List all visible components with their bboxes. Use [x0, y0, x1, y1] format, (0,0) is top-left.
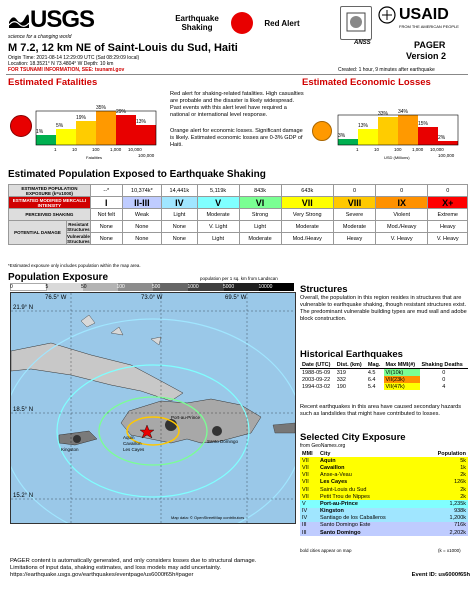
city-r2-pop: 1k	[460, 464, 466, 471]
loss-bar-1	[338, 139, 358, 145]
city-r4-name: Les Cayes	[320, 479, 348, 486]
loss-bin-2: 10	[374, 147, 380, 152]
damage-label: POTENTIAL DAMAGE	[9, 221, 67, 245]
tsunami-link[interactable]: FOR TSUNAMI INFORMATION, SEE: tsunami.gov	[8, 67, 125, 73]
vulnerable-cell-7: Heavy	[334, 233, 376, 245]
lat-label-1: 21.9° N	[13, 305, 34, 311]
loss-axis-label: USD (Millions)	[384, 155, 410, 160]
perceived-cell-9: Extreme	[428, 209, 468, 221]
legend-tick-1: 0	[10, 284, 13, 290]
legend-tick-3: 50	[81, 284, 87, 290]
vulnerable-cell-3: None	[162, 233, 198, 245]
mmi-cell-8: IX	[375, 197, 428, 209]
legend-tick-2: 5	[45, 284, 49, 290]
resistant-cell-5: Light	[239, 221, 281, 233]
hist-r3-date: 1994-03-02	[302, 383, 331, 390]
city-r9-name: Santiago de los Caballeros	[320, 515, 386, 522]
population-row	[9, 185, 468, 197]
hist-r3-dist: 190	[336, 383, 346, 390]
hist-r1-dist: 319	[336, 369, 346, 376]
hist-r2-dist: 332	[336, 376, 346, 383]
city-r1-name: Aquin	[320, 457, 336, 464]
fat-bin-6: 100,000	[138, 153, 155, 158]
alert-left-label: Earthquake Shaking	[175, 14, 219, 32]
hist-r1-deaths: 0	[442, 369, 446, 376]
historical-title: Historical Earthquakes	[300, 349, 403, 360]
mmi-cell-6: VII	[281, 197, 334, 209]
resistant-cell-8: Mod./Heavy	[375, 221, 428, 233]
loss-bar-5	[418, 127, 438, 145]
historical-row	[300, 376, 468, 383]
legend-tick-4: 100	[116, 284, 125, 290]
city-r2-name: Cavaillon	[320, 464, 345, 471]
created-text: Created: 1 hour, 9 minutes after earthquake	[338, 67, 435, 73]
fat-pct-2: 5%	[56, 123, 64, 129]
vulnerable-cell-4: Light	[197, 233, 239, 245]
origin-time: Origin Time: 2021-08-14 12:29:09 UTC (Sat 08:29:09 local)	[8, 55, 140, 61]
version-label: Version 2	[406, 51, 447, 61]
usgs-wordmark: USGS	[30, 6, 95, 33]
city-row	[300, 457, 468, 464]
perceived-cell-1: Not felt	[90, 209, 122, 221]
loss-pct-3: 33%	[378, 111, 389, 117]
vulnerable-cell-5: Moderate	[239, 233, 281, 245]
hist-r2-mag: 6.4	[367, 376, 376, 383]
fat-bar-1	[36, 135, 56, 145]
city-r1-mmi: VII	[302, 457, 309, 464]
fat-bin-4: 1,000	[110, 147, 122, 152]
lat-label-3: 15.2° N	[13, 493, 34, 499]
city-r10-name: Santo Domingo Este	[320, 522, 371, 529]
cities-footnote-left: bold cities appear on map	[300, 548, 352, 553]
city-row	[300, 515, 468, 522]
structures-text: Overall, the population in this region resides in structures that are vulnerable to earthquake shaking, though resistant structures exist. The predominant vulnerable building types are mud wall and adobe block construction.	[300, 295, 467, 322]
hist-h-mag: Mag.	[367, 361, 381, 368]
loss-pct-1: 3%	[338, 133, 346, 139]
city-row	[300, 479, 468, 486]
pop-cell-6: 643k	[281, 185, 334, 197]
resistant-cell-2: None	[122, 221, 161, 233]
resistant-cell-3: None	[162, 221, 198, 233]
fat-pct-5: 29%	[116, 109, 127, 115]
fat-bin-2: 10	[72, 147, 78, 152]
fat-bar-6	[136, 125, 156, 145]
loss-pct-6: 2%	[438, 135, 446, 141]
pager-label: PAGER	[414, 40, 446, 50]
fatalities-title: Estimated Fatalities	[8, 77, 98, 88]
city-r5-mmi: VII	[302, 486, 309, 493]
map-place-aquin: Aquin	[123, 435, 135, 440]
loss-bar-6	[438, 141, 458, 145]
city-h-pop: Population	[437, 450, 466, 457]
anss-label: ANSS	[354, 40, 371, 46]
city-row	[300, 522, 468, 529]
resistant-cell-1: None	[90, 221, 122, 233]
city-r5-name: Saint-Louis du Sud	[320, 486, 367, 493]
city-r6-name: Petit Trou de Nippes	[320, 493, 370, 500]
city-r7-name: Port-au-Prince	[320, 500, 358, 507]
population-row-label: ESTIMATED POPULATION EXPOSURE (k=x1000)	[9, 185, 91, 197]
map-place-les-cayes: Les Cayes	[123, 447, 145, 452]
city-row	[300, 472, 468, 479]
alerts-section	[6, 74, 468, 167]
legend-tick-8: 10000	[258, 284, 273, 290]
map-canvas	[11, 293, 295, 523]
city-r6-mmi: VII	[302, 493, 309, 500]
hist-r1-mmi: VI(10k)	[384, 369, 420, 377]
hist-r2-mmi: VII(23k)	[384, 376, 420, 383]
mmi-cell-3: IV	[162, 197, 198, 209]
vulnerable-cell-8: V. Heavy	[375, 233, 428, 245]
pop-cluster-dr	[212, 426, 222, 436]
mmi-cell-9: X+	[428, 197, 468, 209]
losses-text: Orange alert for economic losses. Significant damage is likely. Estimated economic losses are 0-3% GDP of Haiti.	[170, 128, 303, 148]
city-r3-mmi: VII	[302, 472, 309, 479]
city-r10-pop: 716k	[454, 522, 466, 529]
fat-pct-4: 35%	[96, 105, 107, 111]
location-text: Location: 18.3521° N 73.4804° W Depth: 10 km	[8, 61, 114, 67]
city-r8-pop: 938k	[454, 508, 466, 515]
usaid-emblem-icon	[378, 6, 396, 24]
pop-cell-2: 10,374k*	[122, 185, 161, 197]
city-r11-pop: 2,202k	[449, 529, 466, 536]
map-legend-title: population per 1 sq. km from Landscan	[200, 276, 278, 281]
pop-cell-7: 0	[334, 185, 376, 197]
city-r11-mmi: III	[302, 529, 307, 536]
city-r4-pop: 126k	[454, 479, 466, 486]
historical-text: Recent earthquakes in this area have caused secondary hazards such as landslides that might have contributed to losses.	[300, 404, 462, 417]
losses-chart	[310, 91, 468, 163]
pop-cell-1: --*	[90, 185, 122, 197]
map-place-santo-domingo: Santo Domingo	[207, 439, 239, 444]
map-place-kingston: Kingston	[61, 447, 79, 452]
population-map[interactable]	[10, 292, 296, 524]
vulnerable-cell-6: Mod./Heavy	[281, 233, 334, 245]
fatalities-chart	[8, 91, 168, 163]
mmi-cell-1: I	[90, 197, 122, 209]
resistant-row-label: Resistant Structures	[67, 221, 90, 232]
fat-pct-1: 1%	[36, 129, 44, 135]
usaid-wordmark: USAID	[399, 6, 449, 23]
mmi-cell-7: VIII	[334, 197, 376, 209]
mmi-cell-4: V	[197, 197, 239, 209]
cuba-landmass	[11, 343, 183, 401]
fat-pct-6: 13%	[136, 119, 147, 125]
hist-r1-mag: 4.5	[367, 369, 376, 376]
city-row	[300, 486, 468, 493]
perceived-cell-5: Strong	[239, 209, 281, 221]
lat-label-2: 18.5° N	[13, 407, 34, 413]
hist-r2-deaths: 0	[442, 376, 446, 383]
city-r5-pop: 2k	[460, 486, 466, 493]
vulnerable-cell-9: V. Heavy	[428, 233, 468, 245]
hist-r2-date: 2003-09-22	[302, 376, 331, 383]
city-h-mmi: MMI	[302, 450, 313, 457]
city-r8-mmi: IV	[302, 508, 308, 515]
city-r2-mmi: VII	[302, 464, 309, 471]
perceived-cell-6: Very Strong	[281, 209, 334, 221]
city-row	[300, 500, 468, 507]
seal-icon	[340, 6, 372, 40]
loss-bin-6: 100,000	[438, 153, 455, 158]
resistant-cell-6: Moderate	[281, 221, 334, 233]
footer-disclaimer-2: Limitations of input data, shaking estimates, and loss models may add uncertainty.	[10, 565, 221, 571]
alert-right-label: Red Alert	[264, 18, 300, 28]
hist-h-date: Date (UTC)	[302, 361, 331, 368]
map-place-port-au-prince: Port-au-Prince	[171, 415, 201, 420]
event-id: Event ID: us6000f65h	[411, 572, 470, 578]
city-r4-mmi: VII	[302, 479, 309, 486]
city-row	[300, 508, 468, 515]
loss-pct-4: 34%	[398, 109, 409, 115]
fatalities-alert-dot	[10, 115, 32, 137]
loss-pct-5: 15%	[418, 121, 429, 127]
losses-title: Estimated Economic Losses	[302, 77, 431, 88]
hist-r3-mmi: VII(47k)	[384, 383, 420, 390]
map-place-cavaillon: Cavaillon	[123, 441, 142, 446]
pop-cell-5: 843k	[239, 185, 281, 197]
fat-bin-3: 100	[92, 147, 100, 152]
footer-disclaimer-1: PAGER content is automatically generated, and only considers losses due to structural damage.	[10, 558, 257, 564]
usgs-wave-icon	[8, 10, 30, 30]
city-r3-name: Anse-a-Veau	[320, 472, 352, 479]
city-r1-pop: 5k	[460, 457, 466, 464]
perceived-row-label: PERCEIVED SHAKING	[9, 209, 91, 221]
red-alert-dot	[231, 12, 253, 34]
city-r6-pop: 2k	[460, 493, 466, 500]
cities-table	[300, 450, 468, 536]
fat-bar-2	[56, 129, 76, 145]
historical-header	[300, 361, 468, 369]
footer-url-link[interactable]: https://earthquake.usgs.gov/earthquakes/eventpage/us6000f65h#pager	[10, 572, 194, 578]
page-title: M 7.2, 12 km NE of Saint-Louis du Sud, Haiti	[8, 42, 238, 54]
loss-bin-5: 10,000	[430, 147, 444, 152]
lon-label-1: 76.5° W	[45, 295, 67, 301]
hist-r1-date: 1988-05-09	[302, 369, 331, 376]
legend-tick-7: 5000	[223, 284, 235, 290]
map-credit: Map data: © OpenStreetMap contributors	[171, 515, 245, 520]
pop-cluster-jamaica	[73, 435, 81, 443]
vulnerable-cell-1: None	[90, 233, 122, 245]
cities-footnote-right: (k = x1000)	[438, 548, 461, 553]
exposure-table	[8, 184, 468, 245]
perceived-cell-3: Light	[162, 209, 198, 221]
resistant-cell-4: V. Light	[197, 221, 239, 233]
city-r7-pop: 1,235k	[449, 500, 466, 507]
mmi-row	[9, 197, 468, 209]
usaid-logo	[378, 6, 470, 34]
fat-bar-3	[76, 121, 96, 145]
fat-bar-4	[96, 111, 116, 145]
pop-cell-9: 0	[428, 185, 468, 197]
historical-row	[300, 383, 468, 390]
perceived-cell-7: Severe	[334, 209, 376, 221]
pop-cell-3: 14,441k	[162, 185, 198, 197]
fatalities-text: Red alert for shaking-related fatalities. High casualties are probable and the disaster is likely widespread. Past events with this alert level have required a national or international level response.	[170, 91, 304, 118]
fat-bin-5: 10,000	[128, 147, 142, 152]
cities-source: from GeoNames.org	[300, 443, 346, 449]
resistant-cell-9: Heavy	[428, 221, 468, 233]
perceived-cell-8: Violent	[375, 209, 428, 221]
city-r7-mmi: V	[302, 500, 306, 507]
alert-banner	[172, 6, 302, 40]
vulnerable-row-label: Vulnerable Structures	[67, 233, 90, 244]
historical-table	[300, 361, 468, 390]
legend-tick-5: 500	[152, 284, 161, 290]
city-row	[300, 529, 468, 536]
mmi-cell-2: II-III	[122, 197, 161, 209]
hist-h-dist: Dist. (km)	[336, 361, 362, 368]
city-row	[300, 493, 468, 500]
exposure-footnote: *Estimated exposure only includes population within the map area.	[8, 263, 141, 268]
perceived-row	[9, 209, 468, 221]
resistant-row	[9, 221, 468, 233]
usaid-tagline: FROM THE AMERICAN PEOPLE	[399, 24, 459, 29]
loss-bin-3: 100	[394, 147, 402, 152]
hist-r3-mag: 5.4	[367, 383, 376, 390]
city-r8-name: Kingston	[320, 508, 344, 515]
mmi-cell-5: VI	[239, 197, 281, 209]
loss-bin-4: 1,000	[412, 147, 424, 152]
cities-title: Selected City Exposure	[300, 432, 406, 443]
fat-axis-label: Fatalities	[86, 155, 103, 160]
legend-tick-6: 1000	[187, 284, 199, 290]
city-row	[300, 464, 468, 471]
loss-pct-2: 13%	[358, 123, 369, 129]
perceived-cell-4: Moderate	[197, 209, 239, 221]
loss-bar-4	[398, 115, 418, 145]
map-legend-ticks	[10, 284, 294, 290]
pop-cell-4: 5,119k	[197, 185, 239, 197]
city-r9-pop: 1,200k	[449, 515, 466, 522]
resistant-cell-7: Moderate	[334, 221, 376, 233]
vulnerable-cell-2: None	[122, 233, 161, 245]
footer	[10, 558, 470, 579]
city-r10-mmi: III	[302, 522, 307, 529]
city-h-city: City	[320, 450, 331, 457]
exposure-title: Estimated Population Exposed to Earthquake Shaking	[8, 169, 266, 180]
city-r3-pop: 2k	[460, 472, 466, 479]
hist-r3-deaths: 4	[442, 383, 446, 390]
hispaniola-landmass	[121, 399, 261, 443]
vulnerable-row	[9, 233, 468, 245]
structures-title: Structures	[300, 284, 348, 295]
losses-alert-dot	[312, 121, 332, 141]
fat-bar-5	[116, 115, 136, 145]
hist-h-deaths: Shaking Deaths	[421, 361, 463, 368]
mmi-row-label: ESTIMATED MODIFIED MERCALLI INTENSITY	[9, 197, 91, 209]
map-title: Population Exposure	[8, 272, 109, 283]
usgs-logo	[8, 6, 108, 40]
cities-header	[300, 450, 468, 457]
hist-h-mmi: Max MMI(#)	[385, 361, 416, 368]
lon-label-2: 73.0° W	[141, 295, 163, 301]
fat-pct-3: 19%	[76, 115, 87, 121]
puerto-rico-landmass	[273, 423, 295, 433]
usgs-tagline: science for a changing world	[8, 34, 72, 40]
historical-row	[300, 369, 468, 377]
lon-label-3: 69.5° W	[225, 295, 247, 301]
loss-bar-2	[358, 129, 378, 145]
perceived-cell-2: Weak	[122, 209, 161, 221]
city-r9-mmi: IV	[302, 515, 308, 522]
loss-bar-3	[378, 117, 398, 145]
fat-bin-1: 1	[54, 147, 57, 152]
pop-cell-8: 0	[375, 185, 428, 197]
loss-bin-1: 1	[356, 147, 359, 152]
city-r11-name: Santo Domingo	[320, 529, 361, 536]
